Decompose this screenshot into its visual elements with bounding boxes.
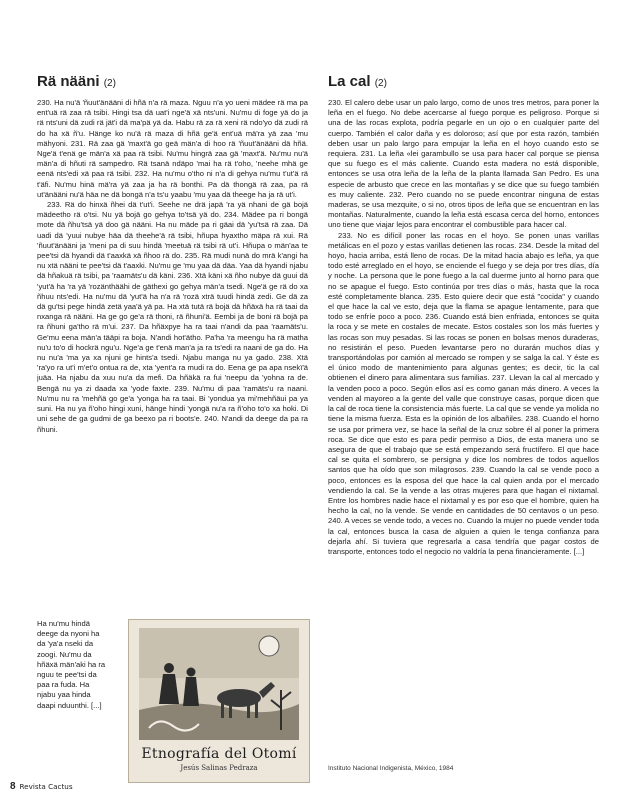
book-cover-image (128, 619, 310, 783)
spanish-paragraph: 230. El calero debe usar un palo largo, como de unos tres metros, para poner la leña en el fuego. No debe acercarse al fuego porque es peligroso. Porque si una de las rocas explota, podría pegarle en un ojo o en cualquier parte del cuerpo. También el calor daña y es doloroso; así que por esta razón, también deben usar un palo largo para empujar la leña en el hoyo cuando esto se requiera. 231. La leña «lei garambullo se usa para hacer cal porque se piensa que su fuego es el más caliente. Cuando esta madera no está disponible, entonces se usa otra leña de la leña de la planta llamada San Pedro. Es una especie de arbusto que crece en las montañas y se dice que su fuego también es muy caliente. 232. Pero cuando no se puede encontrar ninguna de estas maderas, se usa mezquite, o si no, otros tipos de leña que se encuentran en las montañas. Naturalmente, cuando la leña está escasa cerca del horno, entonces uno tiene que viajar lejos para encontrar el combustible para hacer cal. (328, 98, 599, 230)
spanish-title-number: (2) (374, 78, 387, 89)
otomi-title-number: (2) (103, 78, 116, 89)
book-cover-author: Jesús Salinas Pedraza (180, 764, 258, 772)
page-footer (10, 781, 73, 792)
otomi-bottom-block (37, 597, 308, 783)
spanish-title: La cal (328, 73, 371, 90)
page-number: 8 (10, 781, 16, 792)
source-credit: Instituto Nacional Indigenista, México, 1984 (328, 765, 454, 772)
spanish-column (328, 73, 599, 788)
otomi-column (37, 73, 308, 783)
magazine-brand: Revista Cactus (19, 782, 73, 791)
book-cover-title: Etnografía del Otomí (141, 746, 297, 762)
otomi-body (37, 98, 308, 596)
spanish-paragraph: 233. No es difícil poner las rocas en el hoyo. Se ponen unas varillas metálicas en el pozo y estas varillas detienen las rocas. 234. Desde la mitad del hoyo, hacia arriba, está lleno de rocas. De la mitad hacia abajo es leña, ya que todo esté arreglado en el hoyo, se enciende el fuego y se deja por tres días, día y noche. La persona que le pone fuego a la cal duerme junto al horno para que no se apague el fuego. Esto continúa por tres días o más, hasta que la roca esté completamente blanca. 235. Esto quiere decir que está "cocida" y cuando el que hace la cal ve esto, deja que la flama se apague lentamente, para que todo se enfríe poco a poco. 236. Cuando está bien enfriada, entonces se quita la roca y se mete en costales de mecate. Estos costales son los más fuertes y las rocas son muy pesadas. Si las rocas se ponen en bolsas menos duraderas, no resistirán el peso. Pueden levantarse pero no durarán muchos días y transportándolas por camión al mercado se rompen y se salga la cal. Y éste es el único modo de mantenimiento para algunas gentes; es decir, tic la cal obtienen el dinero para alimentara sus familias. 237. Llevan la cal al mercado y la venden poco a poco. Según ellos así es como ganan más dinero. A veces la venden al mayoreo a la gente del valle que construye casas, porque dicen que la cal de roca tiene la consistencia más fuerte. La cal que se vende ya molida no tiene la misma fuerza. Esta es la opinión de los albañiles. 238. Cuando el horno se usa por primera vez, se hace la señal de la cruz sobre él al poner la primera roca. Se dice que esto es para pedir permiso a Dios, de esta manera uno se asegura de que el trabajo que se está empezando será fructífero. El que hace cal se quita el sombrero, se persigna y dice los nombres de todos aquellos santos que ha oído que son milagrosos. 239. Cuando la cal se vende poco a poco, entonces es la esposa del que hace la cal quien anda por el mercado vendiendo la cal. Se la vende a las otras mujeres para que hagan el nixtamal. Entre los hombres nadie hace el nixtamal y es por eso que el hombre, quien ha hecho la cal, no la vende. Se vende en cantidades de 50 centavos o un peso. 240. A veces se vende todo, a veces no. Cuando la mujer no puede vender toda la cal, entonces busca la casa de alguien a quien le tenga confianza para dejarla ahí. Si tuviera que regresarla a casa tendría que pagar costos de transporte, entonces todo el negocio no valdría la pena financieramente. [...] (328, 230, 599, 556)
otomi-paragraph: 233. Rä do hinxä ñhei dä t'ut'i. Seehe ne drä japä 'ra yä nhani de gä bojä mädeetho rä o'tsi. Nu yä bojä go gehya to'tsä yä do. 234. Mädee pa ri bongä mote dä ñhu'tsä yä doo gä nääni. Ha nu mäde pa ri gäai dä 'yu'tsä rä zaa. Dä uadi dä 'yuui nubye häa dä theehe'ä rä tsibi, hñupa hyaxtho mäpa rä xui. Rä 'ñuut'änääni ja 'meni pa di suu hindä 'meetuä rä tsibi rä ut'i. Hñupa o män'aa te pee'tsi dä hyandi dä t'aaxkä xä ñhoo rä do. 235. Rä mudi nunä do mrä k'angi ha nu xtä nääni te pee'tsi dä t'aaxki. Nu'mu ge 'mu yaa dä däa. Yaa dä hyandi njabu dä hñakuä rä tsibi, pa 'raamäts'u dä käni. 236. Xtä käni xä ñho nubye dä guui dä 'yut'ä ha 'ra yä 'rozänthäähi de gäthexi go gehya män'a tsedi. Nge'ä ge rä do xa ñhuu nts'edi. Ha nu'mu dä 'yut'ä ha n'a rä 'rozä xträ tuudi hindä zedi. Ge dä za dä gu'tsi pege hindä zetä yaa'ä yä pa. Ha xtä tutä rä bojä dä hñäxä ha rä taai da nxanga rä nääni. Ha ge go ge'a rä thoni, rä ñhuni'ä. Eembi ja de boni rä bojä pa ra ñhuni ga'tho rä m'ui. 237. Da hñäxpye ha ra taai n'andi da paa 'raamäts'u. Ge'mu eena män'a tääpi ra boja. N'andi hot'ätho. Pa'ha 'ra meengu ha rä matha nu'u to'o di hockrä ngu'u. Nge'a ge t'enä man'a ja ra ts'edi ra naani de ga do. Ha nu nu'a 'ma ya xa njuni ge hints'a tsedi. Njabu manga nu ya gado. 238. Xtä 'ra'yo ra ut'i m'et'o ontua ra de, xta 'yent'a ra mudi ra do. Eena ge pa apa nsekï'ä juäa. Ha njabu da xuu nu'a da mefi. Da hñäkä ra fui 'neepu da 'yohna ra de. Bengä nu ya zi daada xa 'yode faxte. 239. Nu'mu di paa 'ramäts'u ra naani. Nu'mu nu ra 'mehñä go ge'a 'yonga ha ra taai. Bi 'yondua ya mi'mehñäui pa ya suni. Ha nu ya ñ'oho hingi xuni, hänge hindi 'yongä nu'a ra ñ'oho to'o xa hoki. Di uni sehe de ga gudmi de ga beexo pa ri boots'e. 240. N'andi da deege da pa ra ñhuni. (37, 200, 308, 434)
otomi-paragraph: 230. Ha nu'ä 'ñuut'änääni di hñä n'a rä maza. Nguu n'a yo ueni mädee rä ma pa ent'uä rä zaa rä tsibi. Hingi tsa dä uat'i nge'ä xä nts'uni. Nu'mu di foge yä do ja rä nts'uni dä zudi rä jät'i dä ma'pä yä da. Habu rä za rä xeni rä ndo'yo dä zudi rä do ha xä ñ'u. Hänge ko nu'ä rä maza di hñä ge'ä ent'uä mä'ra yä zaa 'mu mähyoni. 231. Rä zaa gä 'maxt'ä go geä män'a di hoo rä 'ñuut'änääni dä hñä. Nge'ä t'enä ge män'a xä paa rä tsibi. Nu'mu hingrä zaa gä 'maxt'ä. Nu'mu nu'ä män'a di hñuti rä sampedro. Rä tsanä ndäpo 'mai ha rä t'oho, 'neehe mhä ge eenä nts'edi xä paa rä tsibi. 232. Ha nu'mu o'tho ni n'a di gehya nu'mu t'ut'ä rä t'äfi. Nu'mu hinä mä'ra yä zaa ja ha rä bonthi. Pa dä thongä rä zaa, pa rä ut'änääni nu'ä häa ne dä bongä n'a ts'u yaabu 'mu yaa dä theege ha ja rä ut'i. (37, 98, 308, 199)
spanish-body (328, 98, 599, 788)
spanish-heading (328, 73, 599, 92)
otomi-heading (37, 73, 308, 92)
otomi-title: Rä nääni (37, 73, 100, 90)
otomi-narrow-text: Ha nu'mu hindä deege da nyoni ha da 'ya'a nseki da zoogi. Nu'mu da hñäxä män'aki ha ra nguu te pee'tsi da paa ra fuda. Ha njabu yaa hinda daapi nduunthi. [...] (37, 619, 106, 710)
